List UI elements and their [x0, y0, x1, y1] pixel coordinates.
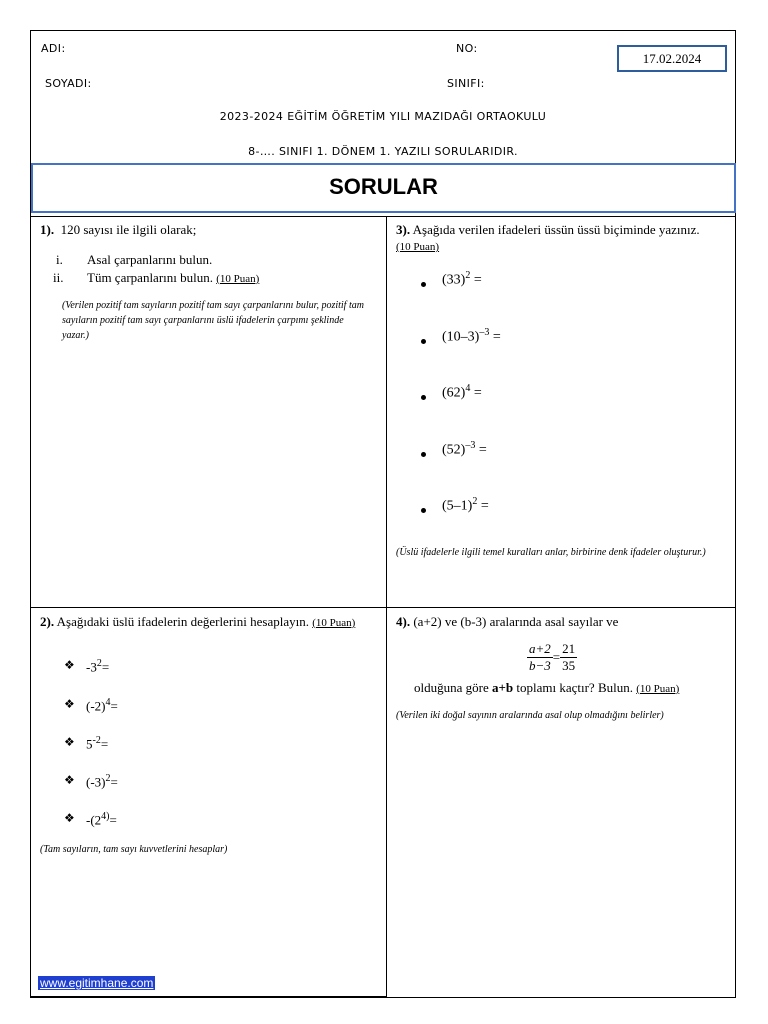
- exam-title: 8-…. SINIFI 1. DÖNEM 1. YAZILI SORULARIDIR.: [248, 145, 518, 158]
- q2-expression-2: [86, 697, 118, 714]
- diamond-bullet-icon: ❖: [64, 773, 75, 787]
- q3-expression-1: [442, 270, 482, 289]
- q3-item-2-inner: (10–3): [442, 329, 480, 345]
- q4-fraction-left: [527, 641, 553, 674]
- q2-item-2-tail: =: [110, 698, 118, 714]
- q4-line2-pre: olduğuna göre: [414, 680, 489, 695]
- q2-item-1-tail: =: [101, 659, 110, 675]
- q2-item-2-exp: 4: [105, 697, 111, 708]
- question-1-number: 1).: [40, 222, 55, 237]
- q2-expression-5: [86, 811, 117, 828]
- name-label: ADI:: [41, 42, 66, 55]
- grid-line-middle: [30, 607, 736, 608]
- question-4: [396, 614, 726, 630]
- q1-item-text-2: Tüm çarpanlarını bulun.: [87, 270, 213, 285]
- question-3-number: 3).: [396, 222, 411, 237]
- q3-item-1-tail: =: [473, 272, 482, 288]
- q4-frac-right-num: 21: [562, 641, 576, 656]
- date-box: 17.02.2024: [617, 45, 727, 72]
- q1-item-marker-2: ii.: [53, 270, 64, 285]
- q3-item-3-inner: (62): [442, 385, 466, 401]
- school-title: 2023-2024 EĞİTİM ÖĞRETİM YILI MAZIDAĞI ORTAOKULU: [219, 110, 547, 123]
- q2-item-1-exp: 2: [96, 658, 102, 669]
- q4-frac-right-den: 35: [562, 658, 576, 673]
- q3-bullet-5: [421, 508, 426, 513]
- grid-line-top: [30, 216, 736, 217]
- surname-label: SOYADI:: [45, 77, 92, 90]
- q4-frac-left-den: b−3: [529, 658, 551, 673]
- question-4-number: 4).: [396, 614, 411, 629]
- q2-item-5-exp: 4): [101, 811, 110, 822]
- q3-expression-5: [442, 496, 489, 515]
- q3-bullet-4: [421, 452, 426, 457]
- q3-item-5-exp: 2: [472, 496, 478, 507]
- diamond-bullet-icon: ❖: [64, 811, 75, 825]
- q2-item-4-tail: =: [110, 774, 118, 790]
- q3-item-5-inner: (5–1): [442, 498, 473, 514]
- q2-points: (10 Puan): [312, 617, 356, 629]
- q3-expression-3: [442, 383, 482, 402]
- q3-item-5-tail: =: [480, 498, 489, 514]
- q2-expression-4: [86, 773, 118, 790]
- question-2-text: Aşağıdaki üslü ifadelerin değerlerini hesaplayın.: [56, 614, 309, 629]
- q2-item-1-base: -3: [86, 659, 97, 675]
- question-2: [40, 614, 380, 631]
- q3-item-4-inner: (52): [442, 442, 466, 458]
- q4-frac-left-num: a+2: [529, 641, 551, 656]
- q2-item-2-base: (-2): [86, 698, 106, 714]
- q3-item-2-tail: =: [492, 329, 501, 345]
- q3-bullet-2: [421, 339, 426, 344]
- q2-item-5-tail: =: [109, 812, 117, 828]
- q4-line2-post: toplamı kaçtır? Bulun.: [516, 680, 633, 695]
- q1-item-text-1: Asal çarpanlarını bulun.: [87, 252, 213, 267]
- q3-item-2-exp: –3: [479, 327, 490, 338]
- q4-equation: [527, 641, 577, 674]
- grid-line-bottom: [30, 996, 387, 997]
- q3-item-3-tail: =: [473, 385, 482, 401]
- q3-item-4-exp: –3: [465, 440, 476, 451]
- q3-item-1-exp: 2: [465, 270, 471, 281]
- q3-item-1-inner: (33): [442, 272, 466, 288]
- diamond-bullet-icon: ❖: [64, 658, 75, 672]
- q2-item-3-exp: -2: [92, 735, 101, 746]
- diamond-bullet-icon: ❖: [64, 697, 75, 711]
- question-1: [40, 222, 380, 238]
- q2-item-4-exp: 2: [105, 773, 111, 784]
- q3-bullet-1: [421, 282, 426, 287]
- q3-item-4-tail: =: [478, 442, 487, 458]
- q3-bullet-3: [421, 395, 426, 400]
- q3-item-3-exp: 4: [465, 383, 471, 394]
- question-4-text: (a+2) ve (b-3) aralarında asal sayılar ve: [413, 614, 619, 629]
- question-1-text: 120 sayısı ile ilgili olarak;: [60, 222, 197, 237]
- q4-line2-bold: a+b: [491, 680, 514, 695]
- q3-expression-4: [442, 440, 487, 459]
- diamond-bullet-icon: ❖: [64, 735, 75, 749]
- q4-equals: =: [552, 649, 561, 665]
- q2-expression-3: [86, 735, 108, 752]
- q3-expression-2: [442, 327, 501, 346]
- question-3: [396, 222, 726, 255]
- q2-note: (Tam sayıların, tam sayı kuvvetlerini hesaplar): [40, 844, 228, 855]
- q1-points: (10 Puan): [216, 273, 260, 285]
- class-label: SINIFI:: [447, 77, 485, 90]
- q2-item-3-tail: =: [100, 736, 109, 752]
- number-label: NO:: [456, 42, 478, 55]
- q2-expression-1: [86, 658, 109, 675]
- q4-points: (10 Puan): [636, 683, 680, 695]
- q1-item-2: [87, 270, 259, 287]
- q4-fraction-right: [560, 641, 577, 674]
- q2-item-5-base: -(2: [86, 812, 102, 828]
- section-title: SORULAR: [31, 163, 736, 213]
- q4-line-2: [414, 680, 679, 697]
- q1-item-marker-1: i.: [56, 252, 63, 267]
- q3-points: (10 Puan): [396, 241, 440, 253]
- question-2-number: 2).: [40, 614, 55, 629]
- q2-item-3-base: 5: [86, 736, 93, 752]
- q4-note: (Verilen iki doğal sayının aralarında asal olup olmadığını belirler): [396, 710, 664, 721]
- q1-note: (Verilen pozitif tam sayıların pozitif tam sayı çarpanlarını bulur, pozitif tam sayıların pozitif tam sayı çarpanlarını üslü ifadelerin çarpımı şeklinde yazar.): [62, 300, 364, 341]
- q2-item-4-base: (-3): [86, 774, 106, 790]
- question-3-text: Aşağıda verilen ifadeleri üssün üssü biçiminde yazınız.: [412, 222, 700, 237]
- website-link[interactable]: www.egitimhane.com: [40, 976, 154, 990]
- q3-note: (Üslü ifadelerle ilgili temel kuralları anlar, birbirine denk ifadeler oluşturur.): [396, 547, 706, 558]
